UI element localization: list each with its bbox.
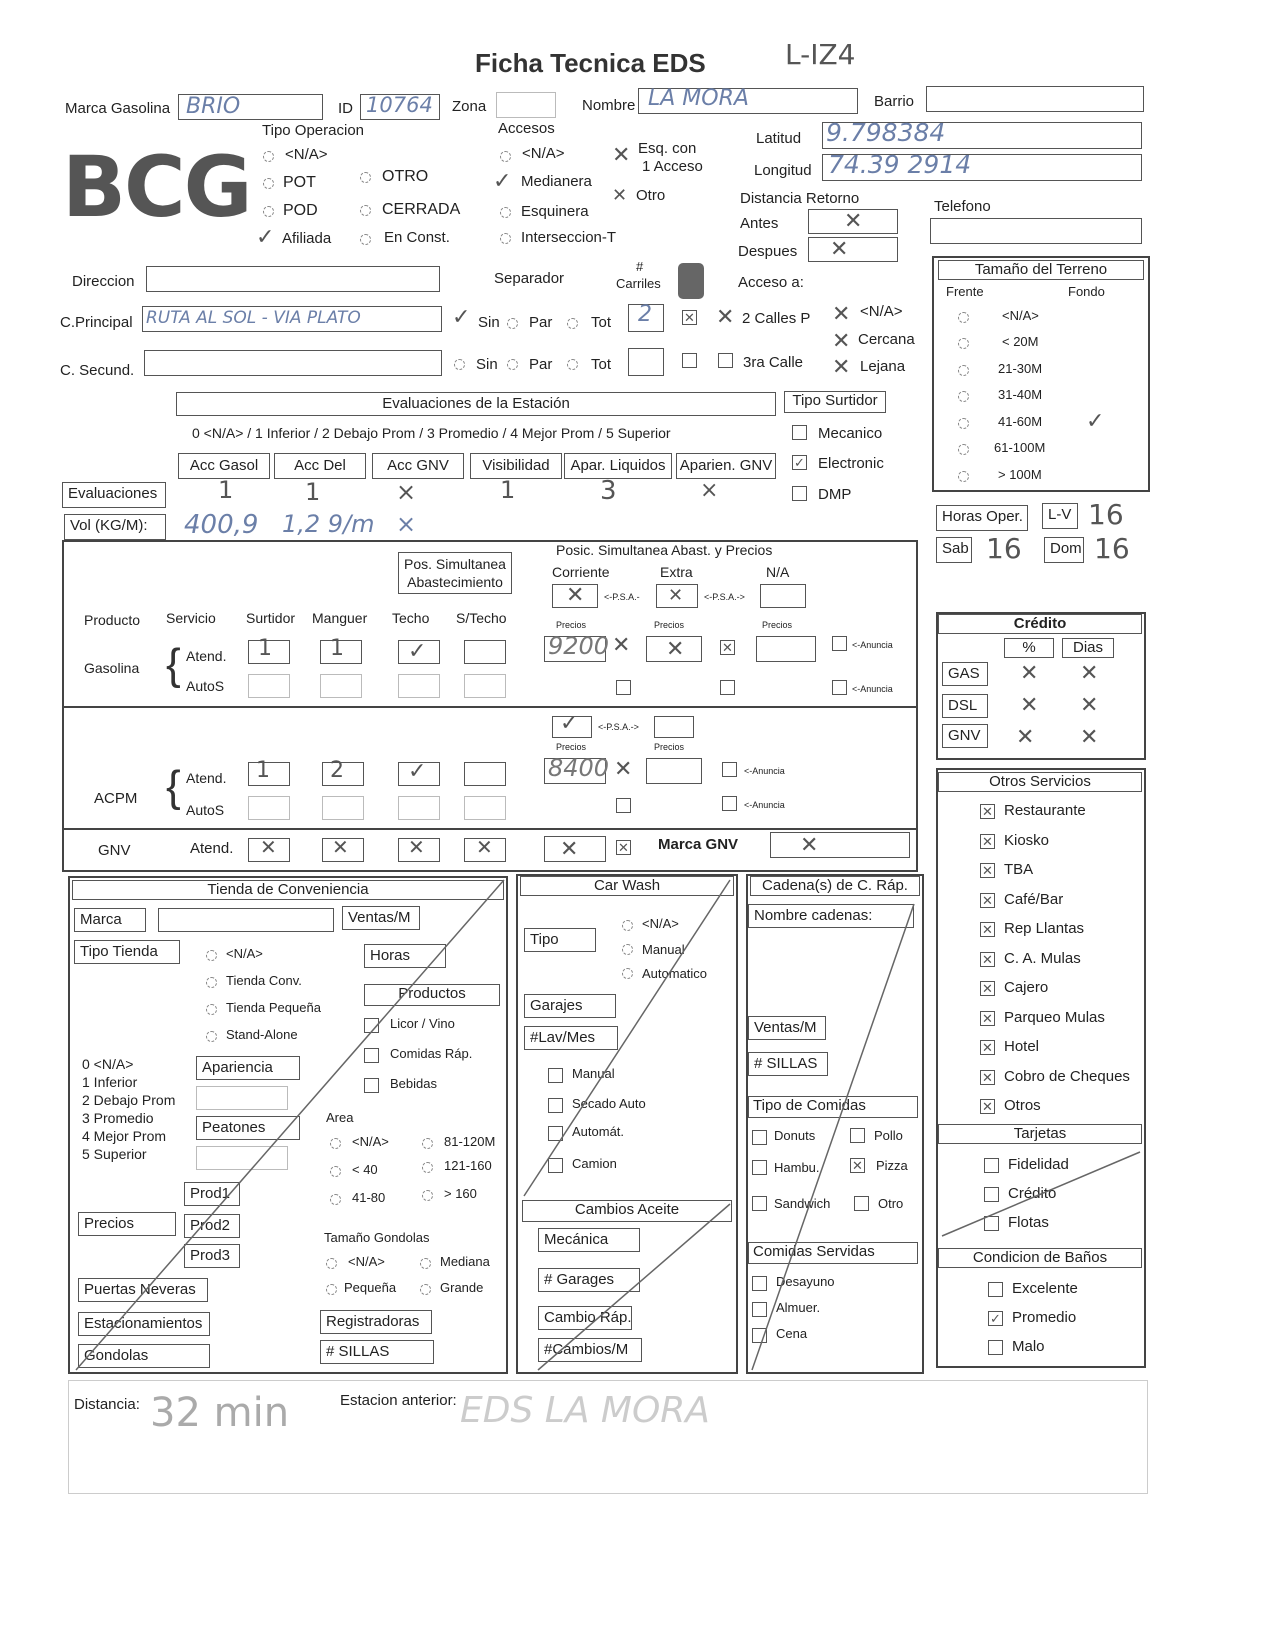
nombre-label: Nombre — [582, 97, 636, 114]
comidas-label: Comidas Ráp. — [390, 1046, 473, 1061]
accesos-label: Accesos — [498, 120, 555, 137]
id-value: 10764 — [366, 93, 433, 117]
gond-opt-1: <N/A> — [348, 1254, 385, 1269]
terreno-size-2: < 20M — [1002, 334, 1039, 349]
surtidor-electronic-checkbox[interactable]: ✓ — [792, 455, 807, 470]
latitud-label: Latitud — [756, 130, 802, 147]
servicio-label-2: TBA — [1004, 861, 1034, 878]
credito-pct: % — [1004, 638, 1054, 658]
id-label: ID — [338, 100, 353, 117]
zona-label: Zona — [452, 98, 487, 115]
marca-gnv-cross: ✕ — [800, 832, 819, 857]
acc-esquinera: Esquinera — [521, 203, 589, 220]
longitud-label: Longitud — [754, 162, 812, 179]
tienda-scale-2: 2 Debajo Prom — [82, 1092, 176, 1108]
surtidor-dmp: DMP — [818, 486, 852, 503]
dom-value: 16 — [1094, 532, 1130, 565]
acceso-cercana: Cercana — [858, 331, 915, 348]
gas-anuncia-check-1[interactable]: ✕ — [720, 640, 735, 655]
servidas-header: Comidas Servidas — [748, 1242, 918, 1264]
acc-interseccion: Interseccion-T — [521, 229, 617, 246]
tipo-surtidor-header: Tipo Surtidor — [784, 391, 886, 413]
lv-label: L-V — [1042, 503, 1078, 529]
op-na: <N/A> — [285, 146, 328, 163]
tienda-horas: Horas — [364, 944, 446, 968]
cadenas-sillas: # SILLAS — [748, 1052, 828, 1076]
terreno-frente: Frente — [946, 284, 984, 299]
tarjeta-label-2: Flotas — [1008, 1214, 1049, 1231]
cw-automat: Automát. — [572, 1124, 625, 1139]
marca-gnv-label: Marca GNV — [658, 836, 739, 853]
bano-label-2: Malo — [1012, 1338, 1045, 1355]
vol-label: Vol (KG/M): — [64, 514, 166, 540]
tienda-marca: Marca — [74, 908, 146, 932]
precios-col-3: Precios — [762, 620, 793, 630]
gnv-precio-cross: ✕ — [560, 836, 579, 861]
acceso-lejana-cross[interactable]: ✕ — [832, 354, 851, 379]
servicio-checkbox-8[interactable]: ✕ — [980, 1040, 995, 1055]
servicio-checkbox-6[interactable]: ✕ — [980, 981, 995, 996]
gas-techo-check: ✓ — [408, 638, 427, 663]
calles2-cross[interactable]: ✕ — [716, 304, 735, 329]
gas-autos-anuncia: <-Anuncia — [852, 684, 893, 694]
acpm-mang-value: 2 — [330, 758, 344, 783]
credito-gnv-pct-cross: ✕ — [1016, 724, 1035, 749]
posic-label: Posic. Simultanea Abast. y Precios — [556, 542, 773, 558]
credito-dsl-pct-cross: ✕ — [1020, 692, 1039, 717]
vol-value-2: 1,2 9/m — [282, 510, 375, 538]
acceso-lejana: Lejana — [860, 358, 906, 375]
precios-col-2: Precios — [654, 620, 685, 630]
despues-label: Despues — [738, 243, 798, 260]
tarjetas-header: Tarjetas — [938, 1124, 1142, 1144]
evaluaciones-row-label: Evaluaciones — [62, 482, 166, 508]
donuts: Donuts — [774, 1128, 816, 1143]
gas-manguer-value: 1 — [330, 636, 344, 661]
otro: Otro — [878, 1196, 904, 1211]
gondolas-size-label: Tamaño Gondolas — [324, 1230, 430, 1245]
acc-otro: Otro — [636, 187, 666, 204]
principal-value: RUTA AL SOL - VIA PLATO — [146, 308, 361, 328]
tienda-scale-0: 0 <N/A> — [82, 1056, 134, 1072]
cadenas-ventas: Ventas/M — [748, 1016, 826, 1040]
gond-opt-3: Pequeña — [344, 1280, 397, 1295]
gas-precio-cross: ✕ — [612, 632, 631, 657]
puertas-label: Puertas Neveras — [78, 1278, 208, 1302]
distancia-value: 32 min — [150, 1390, 290, 1436]
acpm-precios-2: Precios — [654, 742, 685, 752]
tienda-opt-1: <N/A> — [226, 946, 263, 961]
acpm-corr-check: ✓ — [560, 710, 579, 735]
vol-value-3: × — [396, 510, 417, 538]
eval-val-3: × — [396, 478, 417, 506]
distancia-label: Distancia: — [74, 1396, 140, 1413]
page-title: Ficha Tecnica EDS — [475, 48, 706, 78]
op-otro: OTRO — [382, 168, 429, 185]
principal-sin-check[interactable]: ✓ — [452, 304, 471, 329]
credito-gnv-dias-cross: ✕ — [1080, 724, 1099, 749]
terreno-fondo: Fondo — [1068, 284, 1105, 299]
nombre-value: LA MORA — [648, 86, 749, 111]
principal-tot: Tot — [591, 314, 612, 331]
area-opt-2: < 40 — [352, 1162, 378, 1177]
cena: Cena — [776, 1326, 808, 1341]
tienda-scale-3: 3 Promedio — [82, 1110, 154, 1126]
servicio-label-4: Rep Llantas — [1004, 920, 1085, 937]
terreno-size-3: 21-30M — [998, 361, 1043, 376]
tipo-comidas-header: Tipo de Comidas — [748, 1096, 918, 1118]
acc-medianera-check[interactable]: ✓ — [493, 168, 512, 193]
servicio-label-3: Café/Bar — [1004, 890, 1064, 908]
bano-checkbox-1[interactable]: ✓ — [988, 1311, 1003, 1326]
tarjeta-label-1: Crédito — [1008, 1185, 1057, 1202]
op-afiliada-check[interactable]: ✓ — [256, 224, 275, 249]
desayuno: Desayuno — [776, 1274, 835, 1289]
eval-col-aparien-gnv: Aparien. GNV — [676, 453, 776, 479]
op-const: En Const. — [384, 229, 450, 246]
latitud-value: 9.798384 — [826, 118, 946, 147]
acc-medianera: Medianera — [521, 173, 592, 190]
servicio-checkbox-5[interactable]: ✕ — [980, 952, 995, 967]
despues-cross: ✕ — [830, 236, 849, 261]
acpm-surt-value: 1 — [256, 758, 270, 783]
servicio-label-0: Restaurante — [1004, 802, 1086, 819]
principal-par: Par — [529, 314, 553, 331]
vol-value-1: 400,9 — [184, 510, 259, 540]
almuer: Almuer. — [776, 1300, 821, 1315]
credito-gas-pct-cross: ✕ — [1020, 660, 1039, 685]
carriles-value: 2 — [638, 302, 652, 327]
pos-simul-text: Pos. Simultanea — [404, 556, 506, 572]
op-afiliada: Afiliada — [282, 230, 332, 247]
credito-gas: GAS — [942, 662, 988, 686]
bano-label-0: Excelente — [1012, 1280, 1078, 1297]
manguer-col: Manguer — [312, 610, 368, 626]
marca-label: Marca Gasolina — [65, 100, 171, 117]
surtidor-electronic: Electronic — [818, 455, 884, 472]
ncambios-label: #Cambios/M — [538, 1338, 642, 1362]
cambio-rap-label: Cambio Ráp. — [538, 1306, 632, 1330]
area-opt-4: 81-120M — [444, 1134, 496, 1149]
gnv-mang-cross: ✕ — [332, 837, 349, 859]
calles2-label: 2 Calles P — [742, 310, 811, 327]
antes-label: Antes — [740, 215, 779, 232]
eval-col-visibilidad: Visibilidad — [470, 453, 562, 479]
pizza: Pizza — [876, 1158, 908, 1173]
tienda-productos: Productos — [364, 984, 500, 1006]
telefono-label: Telefono — [934, 198, 991, 215]
marca-value: BRIO — [186, 94, 241, 119]
cw-secado: Secado Auto — [572, 1096, 646, 1111]
eval-val-2: 1 — [305, 478, 321, 506]
carwash-header: Car Wash — [520, 876, 734, 896]
producto-col: Producto — [84, 612, 141, 628]
gnv-techo-cross: ✕ — [408, 837, 425, 859]
apariencia-label: Apariencia — [196, 1056, 300, 1080]
area-opt-3: 41-80 — [352, 1190, 386, 1205]
servicio-label-8: Hotel — [1004, 1038, 1040, 1055]
gas-precio2-cross: ✕ — [666, 636, 685, 661]
acc-esq-cross[interactable]: ✕ — [612, 142, 631, 167]
sandwich: Sandwich — [774, 1196, 831, 1211]
acpm-autos: AutoS — [186, 802, 225, 818]
acceso-na-cross[interactable]: ✕ — [832, 301, 851, 326]
secund-par: Par — [529, 356, 553, 373]
gas-atend: Atend. — [186, 648, 227, 664]
calle3-label: 3ra Calle — [743, 354, 804, 371]
longitud-value: 74.39 2914 — [828, 150, 972, 179]
extra-label: Extra — [660, 564, 693, 580]
extra-cross: ✕ — [668, 585, 684, 605]
prod1-label: Prod1 — [184, 1182, 240, 1206]
corner-note: L-IZ4 — [785, 38, 856, 71]
precios-col-1: Precios — [556, 620, 587, 630]
acpm-autos-anuncia: <-Anuncia — [744, 800, 785, 810]
pollo: Pollo — [874, 1128, 903, 1143]
op-cerrada: CERRADA — [382, 201, 461, 218]
area-opt-1: <N/A> — [352, 1134, 389, 1149]
estacionamientos-label: Estacionamientos — [78, 1312, 210, 1336]
secund-tot: Tot — [591, 356, 612, 373]
tienda-opt-4: Stand-Alone — [226, 1027, 298, 1042]
separador-checkbox[interactable]: ✕ — [682, 310, 697, 325]
tienda-scale-1: 1 Inferior — [82, 1074, 138, 1090]
acpm-precio-value: 8400 — [548, 754, 610, 782]
servicio-checkbox-3[interactable]: ✕ — [980, 893, 995, 908]
credito-dsl-dias-cross: ✕ — [1080, 692, 1099, 717]
ngarages-label: # Garages — [538, 1268, 640, 1292]
secund-sin: Sin — [476, 356, 498, 373]
gas-surtidor-value: 1 — [258, 636, 272, 661]
sab-label: Sab — [936, 537, 972, 563]
carriles-label: Carriles — [616, 276, 661, 291]
corriente-label: Corriente — [552, 564, 610, 580]
barrio-label: Barrio — [874, 93, 915, 110]
gnv-label: GNV — [98, 842, 131, 859]
principal-label: C.Principal — [60, 314, 133, 331]
otros-servicios-header: Otros Servicios — [938, 772, 1142, 792]
techo-col: Techo — [392, 610, 430, 626]
banos-header: Condicion de Baños — [938, 1248, 1142, 1268]
peatones-label: Peatones — [196, 1116, 300, 1140]
hambu: Hambu. — [774, 1160, 820, 1175]
eval-val-1: 1 — [218, 476, 234, 504]
gond-opt-2: Mediana — [440, 1254, 490, 1269]
acpm-precios-1: Precios — [556, 742, 587, 752]
eval-val-5: 3 — [600, 476, 617, 506]
servicio-col: Servicio — [166, 610, 216, 626]
tienda-ventas: Ventas/M — [342, 906, 420, 930]
tienda-scale-4: 4 Mejor Prom — [82, 1128, 167, 1144]
op-pot: POT — [283, 174, 316, 191]
servicio-label-9: Cobro de Cheques — [1004, 1067, 1130, 1085]
terreno-size-4: 31-40M — [998, 387, 1043, 402]
area-opt-6: > 160 — [444, 1186, 477, 1201]
antes-cross: ✕ — [844, 208, 863, 233]
gasolina-label: Gasolina — [84, 660, 140, 676]
abast-text: Abastecimiento — [407, 574, 503, 590]
gas-anuncia-label: <-Anuncia — [852, 640, 893, 650]
cw-manual: Manual — [572, 1066, 615, 1081]
servicio-label-5: C. A. Mulas — [1004, 949, 1081, 967]
servicio-checkbox-10[interactable]: ✕ — [980, 1099, 995, 1114]
gondolas-label: Gondolas — [78, 1344, 210, 1368]
cambios-header: Cambios Aceite — [522, 1200, 732, 1222]
evaluaciones-scale: 0 <N/A> / 1 Inferior / 2 Debajo Prom / 3 Promedio / 4 Mejor Prom / 5 Superior — [192, 425, 671, 441]
servicio-checkbox-4[interactable]: ✕ — [980, 922, 995, 937]
prod3-label: Prod3 — [184, 1244, 240, 1268]
separador-label: Separador — [494, 270, 565, 287]
principal-sin: Sin — [478, 314, 500, 331]
cw-opt-2: Manual — [642, 942, 685, 957]
psa-2: <-P.S.A.-> — [704, 592, 745, 602]
anterior-label: Estacion anterior: — [340, 1392, 457, 1409]
precios-label: Precios — [78, 1212, 176, 1236]
acpm-precio-cross: ✕ — [614, 756, 633, 781]
lav-label: #Lav/Mes — [524, 1026, 618, 1050]
acc-esq: Esq. con — [638, 140, 697, 157]
tarjeta-label-0: Fidelidad — [1008, 1156, 1069, 1173]
credito-header: Crédito — [938, 614, 1142, 634]
gond-opt-4: Grande — [440, 1280, 484, 1295]
terreno-size-6: 61-100M — [994, 440, 1046, 455]
tipo-operacion-label: Tipo Operacion — [262, 122, 364, 139]
area-opt-5: 121-160 — [444, 1158, 492, 1173]
carwash-tipo: Tipo — [524, 928, 596, 952]
tienda-sillas-label: # SILLAS — [320, 1340, 434, 1364]
eval-col-accgasol: Acc Gasol — [178, 453, 270, 479]
terreno-size-1: <N/A> — [1002, 308, 1039, 323]
cadenas-header: Cadena(s) de C. Ráp. — [750, 876, 920, 896]
credito-dsl: DSL — [942, 694, 988, 718]
area-label: Area — [326, 1110, 354, 1125]
eval-col-accgnv: Acc GNV — [372, 453, 464, 479]
servicio-checkbox-7[interactable]: ✕ — [980, 1011, 995, 1026]
credito-gas-dias-cross: ✕ — [1080, 660, 1099, 685]
terreno-size-5: 41-60M — [998, 414, 1043, 429]
servicio-checkbox-0[interactable]: ✕ — [980, 804, 995, 819]
terreno-size-7: > 100M — [998, 467, 1042, 482]
servicio-checkbox-1[interactable]: ✕ — [980, 834, 995, 849]
acpm-atend: Atend. — [186, 770, 227, 786]
credito-dias: Dias — [1062, 638, 1114, 658]
acc-1acceso: 1 Acceso — [642, 158, 703, 175]
bano-label-1: Promedio — [1012, 1309, 1077, 1326]
acpm-techo-check: ✓ — [408, 758, 427, 783]
eval-col-apar-liquidos: Apar. Liquidos — [564, 453, 672, 479]
servicio-label-7: Parqueo Mulas — [1004, 1008, 1105, 1026]
eval-val-4: 1 — [500, 476, 516, 504]
tienda-tipo: Tipo Tienda — [74, 940, 180, 964]
direccion-label: Direccion — [72, 273, 135, 290]
carriles-hash: # — [636, 259, 644, 274]
acpm-anuncia-label: <-Anuncia — [744, 766, 785, 776]
acpm-brace: { — [166, 762, 181, 811]
horas-label: Horas Oper. — [936, 505, 1028, 531]
gnv-atend: Atend. — [190, 840, 234, 857]
acpm-psa: <-P.S.A.-> — [598, 722, 639, 732]
mecanica-label: Mecánica — [538, 1228, 640, 1252]
gnv-stecho-cross: ✕ — [476, 837, 493, 859]
acceso-cercana-cross[interactable]: ✕ — [832, 328, 851, 353]
stecho-col: S/Techo — [456, 610, 507, 626]
servicio-label-1: Kiosko — [1004, 831, 1050, 849]
terreno-header: Tamaño del Terreno — [938, 260, 1144, 280]
servicio-label-6: Cajero — [1004, 979, 1049, 996]
secund-label: C. Secund. — [60, 362, 135, 379]
pizza-cb[interactable]: ✕ — [850, 1158, 865, 1173]
sab-value: 16 — [986, 532, 1022, 565]
eval-col-accdel: Acc Del — [274, 453, 366, 479]
surtidor-col: Surtidor — [246, 610, 296, 626]
lv-value: 16 — [1088, 498, 1124, 531]
gasolina-brace: { — [166, 640, 181, 689]
gnv-cb[interactable]: ✕ — [616, 840, 631, 855]
tienda-opt-2: Tienda Conv. — [226, 973, 302, 988]
prod2-label: Prod2 — [184, 1214, 240, 1238]
anterior-value: EDS LA MORA — [460, 1390, 710, 1431]
op-pod: POD — [283, 202, 318, 219]
cw-opt-3: Automatico — [642, 966, 708, 981]
garajes-label: Garajes — [524, 994, 616, 1018]
servicio-checkbox-9[interactable]: ✕ — [980, 1070, 995, 1085]
tienda-scale-5: 5 Superior — [82, 1146, 147, 1162]
na-label: N/A — [766, 564, 790, 580]
acc-na: <N/A> — [522, 145, 565, 162]
acc-otro-cross[interactable]: ✕ — [612, 185, 628, 205]
evaluaciones-header: Evaluaciones de la Estación — [176, 392, 776, 416]
tienda-opt-3: Tienda Pequeña — [226, 1000, 321, 1015]
credito-gnv: GNV — [942, 724, 988, 748]
gas-autos: AutoS — [186, 678, 225, 694]
acceso-a-label: Acceso a: — [738, 274, 804, 291]
licor-label: Licor / Vino — [390, 1016, 455, 1031]
psa-1: <-P.S.A.- — [604, 592, 640, 602]
eval-val-6: × — [700, 478, 719, 503]
gnv-surt-cross: ✕ — [260, 837, 277, 859]
tienda-header: Tienda de Conveniencia — [72, 880, 504, 900]
gas-precio-value: 9200 — [548, 632, 610, 660]
acceso-na: <N/A> — [860, 303, 903, 320]
registradoras-label: Registradoras — [320, 1310, 432, 1334]
cw-camion: Camion — [572, 1156, 617, 1171]
corriente-check: ✕ — [566, 582, 585, 607]
fondo-check[interactable]: ✓ — [1086, 408, 1105, 433]
acpm-label: ACPM — [94, 790, 138, 807]
logo: BCG — [62, 138, 251, 236]
distancia-retorno-label: Distancia Retorno — [740, 190, 860, 207]
bebidas-label: Bebidas — [390, 1076, 437, 1091]
nombre-cadenas: Nombre cadenas: — [748, 904, 914, 928]
cw-opt-1: <N/A> — [642, 916, 679, 931]
surtidor-mecanico: Mecanico — [818, 425, 883, 442]
servicio-checkbox-2[interactable]: ✕ — [980, 863, 995, 878]
servicio-label-10: Otros — [1004, 1097, 1041, 1114]
dom-label: Dom — [1044, 537, 1084, 563]
